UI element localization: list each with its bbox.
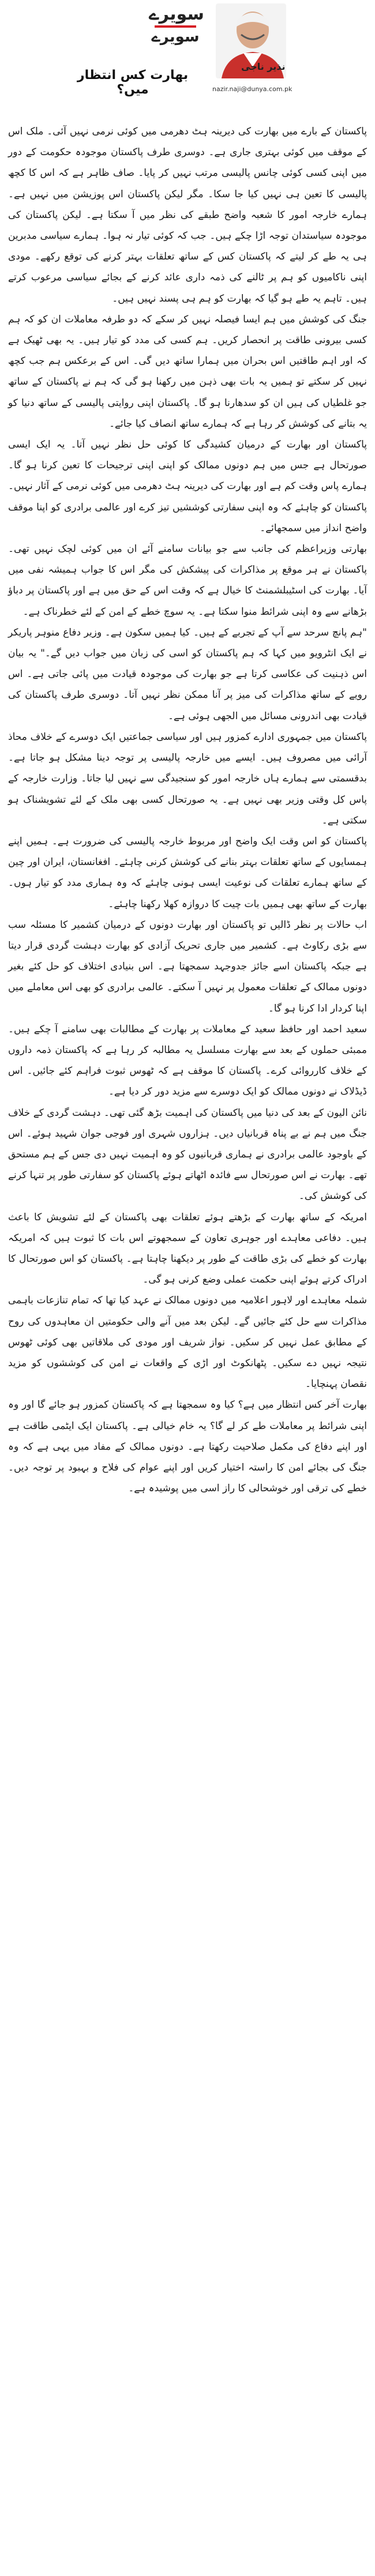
paragraph: پاکستان میں جمہوری ادارے کمزور ہیں اور سیاسی جماعتیں ایک دوسرے کے خلاف محاذ آرائی میں مصروف ہیں۔ ایسے میں خارجہ پالیسی پر توجہ دینا مشکل ہو جاتا ہے۔ بدقسمتی سے ہمارے ہاں خارجہ امور کو سنجیدگی سے نہیں لیا جاتا۔ وزارت خارجہ کے پاس کل وقتی وزیر بھی نہیں ہے۔ یہ صورتحال کسی بھی ملک کے لئے تشویشناک ہو سکتی ہے۔ [8, 731, 367, 826]
paragraph: نائن الیون کے بعد کی دنیا میں پاکستان کی اہمیت بڑھ گئی تھی۔ دہشت گردی کے خلاف جنگ میں ہم نے بے پناہ قربانیاں دیں۔ ہزاروں شہری اور فوجی جوان شہید ہوئے۔ اس کے باوجود عالمی برادری نے ہماری قربانیوں کو وہ اہمیت نہیں دی جس کے ہم مستحق تھے۔ بھارت نے اس صورتحال سے فائدہ اٹھاتے ہوئے پاکستان کو سفارتی طور پر تنہا کرنے کی کوشش کی۔ [8, 1107, 367, 1202]
paragraph: بھارتی وزیراعظم کی جانب سے جو بیانات سامنے آئے ان میں کوئی لچک نہیں تھی۔ پاکستان نے ہر موقع پر مذاکرات کی پیشکش کی مگر اس کا جواب ہمیشہ نفی میں آیا۔ بھارت کی اسٹیبلشمنٹ کا خیال ہے کہ وقت اس کے حق میں ہے اور پاکستان پر دباؤ بڑھانے سے وہ اپنی شرائط منوا سکتا ہے۔ یہ سوچ خطے کے امن کے لئے خطرناک ہے۔ [8, 543, 367, 618]
logo-line-2: سویرے [151, 28, 200, 46]
column-header [0, 0, 375, 118]
paragraph: سعید احمد اور حافظ سعید کے معاملات پر بھارت کے مطالبات بھی سامنے آ چکے ہیں۔ ممبئی حملوں کے بعد سے بھارت مسلسل یہ مطالبہ کر رہا ہے کہ پاکستان ذمہ داروں کے خلاف کارروائی کرے۔ پاکستان کا موقف ہے کہ ٹھوس ثبوت فراہم کئے جائیں۔ اس ڈیڈلاک نے دونوں ممالک کو ایک دوسرے سے مزید دور کر دیا ہے۔ [8, 1023, 367, 1098]
paragraph: شملہ معاہدے اور لاہور اعلامیہ میں دونوں ممالک نے عہد کیا تھا کہ تمام تنازعات باہمی مذاکرات سے حل کئے جائیں گے۔ لیکن بعد میں آنے والی حکومتیں ان معاہدوں کی روح کے مطابق عمل نہیں کر سکیں۔ نواز شریف اور مودی کی ملاقاتیں بھی کوئی ٹھوس نتیجہ نہیں دے سکیں۔ پٹھانکوٹ اور اڑی کے واقعات نے امن کی کوششوں کو مزید نقصان پہنچایا۔ [8, 1295, 367, 1390]
author-email: nazir.naji@dunya.com.pk [212, 85, 292, 93]
paragraph: بھارت آخر کس انتظار میں ہے؟ کیا وہ سمجھتا ہے کہ پاکستان کمزور ہو جائے گا اور وہ اپنی شرائط پر معاملات طے کر لے گا؟ یہ خام خیالی ہے۔ پاکستان ایک ایٹمی طاقت ہے اور اپنے دفاع کی مکمل صلاحیت رکھتا ہے۔ دونوں ممالک کے مفاد میں یہی ہے کہ وہ جنگ کی بجائے امن کا راستہ اختیار کریں اور اپنے عوام کی فلاح و بہبود پر توجہ دیں۔ خطے کی ترقی اور خوشحالی کا راز اسی میں پوشیدہ ہے۔ [8, 1399, 367, 1495]
paragraph: پاکستان کو اس وقت ایک واضح اور مربوط خارجہ پالیسی کی ضرورت ہے۔ ہمیں اپنے ہمسایوں کے ساتھ تعلقات بہتر بنانے کی کوشش کرنی چاہئے۔ افغانستان، ایران اور چین کے ساتھ ہمارے تعلقات کی نوعیت ایسی ہونی چاہئے کہ وہ ہماری مدد کو تیار ہوں۔ بھارت کے ساتھ بھی ہمیں بات چیت کا دروازہ کھلا رکھنا چاہئے۔ [8, 835, 367, 910]
paragraph: امریکہ کے ساتھ بھارت کے بڑھتے ہوئے تعلقات بھی پاکستان کے لئے تشویش کا باعث ہیں۔ دفاعی معاہدے اور جوہری تعاون کے سمجھوتے اس بات کا ثبوت ہیں کہ امریکہ بھارت کو خطے کی بڑی طاقت کے طور پر دیکھنا چاہتا ہے۔ پاکستان کو اس صورتحال کا ادراک کرتے ہوئے اپنی حکمت عملی وضع کرنی ہو گی۔ [8, 1211, 367, 1286]
column-logo [149, 5, 202, 50]
author-name: نذیر ناجی [241, 61, 286, 72]
column-body [8, 121, 367, 1499]
paragraph: "ہم پانچ سرحد سے آپ کے تجربے کے ہیں۔ کیا ہمیں سکون ہے۔ وزیر دفاع منوہر پاریکر نے ایک انٹرویو میں کہا کہ ہم پاکستان کو اسی کی زبان میں جواب دیں گے۔" یہ بیان اس ذہنیت کی عکاسی کرتا ہے جو بھارت کی موجودہ قیادت میں پائی جاتی ہے۔ اس رویے کے ساتھ مذاکرات کی میز پر آنا ممکن نظر نہیں آتا۔ دوسری طرف پاکستان کی قیادت بھی اندرونی مسائل میں الجھی ہوئی ہے۔ [8, 626, 367, 722]
paragraph: جنگ کی کوشش میں ہم ایسا فیصلہ نہیں کر سکے کہ دو طرفہ معاملات ان کو کہ ہم کسی بیرونی طاقت پر انحصار کریں۔ ہم کسی کی مدد کو تیار ہیں۔ یہ بھی ٹھیک ہے کہ اور اہم طاقتیں اس بحران میں ہمارا ساتھ دیں گی۔ اس کے برعکس ہم جب کچھ نہیں کر سکتے تو ہمیں یہ بات بھی ذہن میں رکھنا ہو گی کہ ہم نے پاکستان کے ساتھ جو غلطیاں کی ہیں ان کو سدھارنا ہو گا۔ پاکستان اپنی روایتی پالیسی کے ساتھ دنیا کو یہ بتانے کی کوشش کر رہا ہے کہ ہمارے ساتھ انصاف کیا جائے۔ [8, 313, 367, 430]
paragraph: اب حالات پر نظر ڈالیں تو پاکستان اور بھارت دونوں کے درمیان کشمیر کا مسئلہ سب سے بڑی رکاوٹ ہے۔ کشمیر میں جاری تحریک آزادی کو بھارت دہشت گردی قرار دیتا ہے جبکہ پاکستان اسے جائز جدوجہد سمجھتا ہے۔ اس بنیادی اختلاف کو حل کئے بغیر دونوں ممالک کے تعلقات معمول پر نہیں آ سکتے۔ عالمی برادری کو بھی اس معاملے میں اپنا کردار ادا کرنا ہو گا۔ [8, 919, 367, 1014]
column-title: بھارت کس انتظار میں؟ [77, 68, 189, 97]
paragraph: پاکستان اور بھارت کے درمیان کشیدگی کا کوئی حل نظر نہیں آتا۔ یہ ایک ایسی صورتحال ہے جس میں ہم دونوں ممالک کو اپنی اپنی ترجیحات کا تعین کرنا ہو گا۔ ہمارے پاس وقت کم ہے اور بھارت کی دیرینہ ہٹ دھرمی میں کوئی نرمی کے آثار نہیں۔ پاکستان کو چاہئے کہ وہ اپنی سفارتی کوششیں تیز کرے اور عالمی برادری کو اپنا موقف واضح انداز میں سمجھائے۔ [8, 439, 367, 534]
logo-divider [155, 25, 196, 28]
logo-line-1: سویرے [149, 4, 204, 24]
paragraph: پاکستان کے بارے میں بھارت کی دیرینہ ہٹ دھرمی میں کوئی نرمی نہیں آئی۔ ملک اس کے موقف میں کوئی بہتری جاری ہے۔ دوسری طرف پاکستان موجودہ حکومت کے دور میں اپنی کسی کوئی چانس پالیسی مرتب نہیں کر پایا۔ صاف ظاہر ہے کہ اس کا کچھ پالیسی کا تعین ہی نہیں کیا جا سکا۔ مگر لیکن پاکستان اس پوزیشن میں نہیں ہے۔ ہمارے خارجہ امور کا شعبہ واضح طبقے کی نظر میں آ سکتا ہے۔ لیکن پاکستان کی موجودہ سیاستدان توجہ اڑا چکے ہیں۔ جب کہ کوئی تیار نہ ہوا۔ ہمارے سیاسی مدبرین ہی یہ طے کر لیتے کہ پاکستان کس کے ساتھ تعلقات بہتر کرنے کی توقع رکھے۔ مودی اپنی ناکامیوں کو ہم پر ٹالنے کی ذمہ داری عائد کرنے کے بجائے سیاسی مرعوب کرتے ہیں۔ تاہم یہ طے ہو گیا کہ بھارت کو ہم ہی پسند نہیں ہیں۔ [8, 126, 367, 304]
